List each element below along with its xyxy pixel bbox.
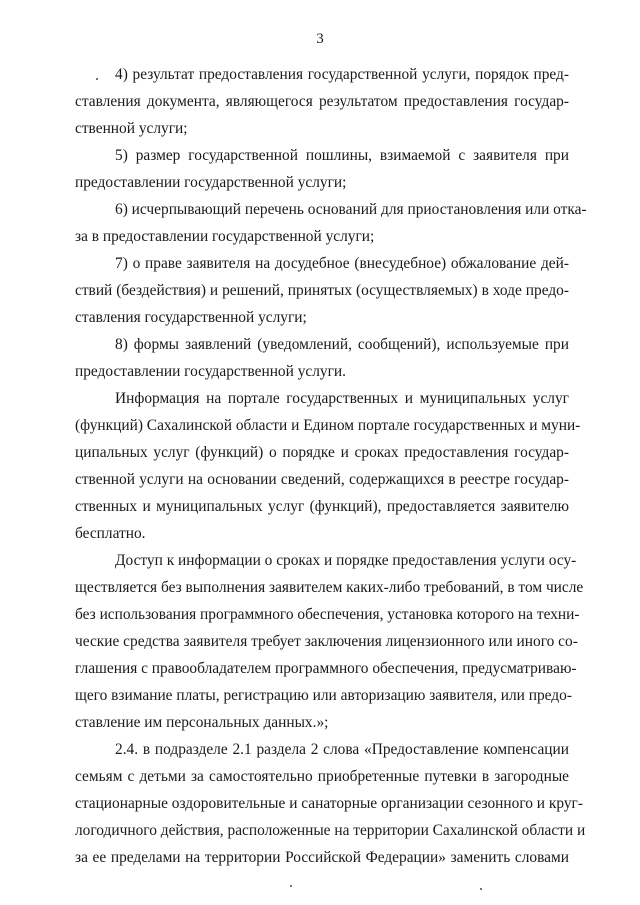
text-line: логодичного действия, расположенные на территории Сахалинской области и [75,822,586,839]
text-line: ственной услуги на основании сведений, содержащихся в реестре государ- [75,471,569,488]
text-line: предоставлении государственной услуги; [75,174,347,191]
text-line: ставления государственной услуги; [75,309,307,326]
scan-speck [96,78,98,80]
text-line: глашения с правообладателем программного обеспечения, предусматриваю- [75,660,577,677]
text-line: предоставлении государственной услуги. [75,363,347,380]
text-line: ческие средства заявителя требует заключения лицензионного или иного со- [75,633,578,650]
text-line: ставления документа, являющегося результатом предоставления государ- [75,93,569,110]
text-line: (функций) Сахалинской области и Едином портале государственных и муни- [75,417,581,434]
text-line: ственных и муниципальных услуг (функций), предоставляется заявителю [75,498,569,515]
text-line: за в предоставлении государственной услуги; [75,228,375,245]
text-line: Доступ к информации о сроках и порядке предоставления услуги осу- [115,552,577,569]
text-line: щего взимание платы, регистрацию или авторизацию заявителя, или предо- [75,687,572,704]
text-line: ществляется без выполнения заявителем каких-либо требований, в том числе [75,579,584,596]
text-line: Информация на портале государственных и муниципальных услуг [115,390,569,407]
text-line: семьям с детьми за самостоятельно приобретенные путевки в загородные [75,768,569,785]
text-line: 2.4. в подразделе 2.1 раздела 2 слова «Предоставление компенсации [115,741,569,758]
text-line: ставление им персональных данных.»; [75,714,329,731]
text-line: 8) формы заявлений (уведомлений, сообщений), используемые при [115,336,569,353]
text-line: ципальных услуг (функций) о порядке и сроках предоставления государ- [75,444,569,461]
text-line: ствий (бездействия) и решений, принятых (осуществляемых) в ходе предо- [75,282,569,299]
text-line: 4) результат предоставления государственной услуги, порядок пред- [115,66,569,83]
scan-speck [290,885,292,887]
text-line: бесплатно. [75,525,146,542]
text-line: 6) исчерпывающий перечень оснований для приостановления или отка- [115,201,587,218]
text-line: без использования программного обеспечения, установка которого на техни- [75,606,580,623]
text-line: ственной услуги; [75,120,188,137]
text-line: 7) о праве заявителя на досудебное (внесудебное) обжалование дей- [115,255,569,272]
scan-speck [480,888,482,890]
text-line: 5) размер государственной пошлины, взимаемой с заявителя при [115,147,569,164]
text-line: стационарные оздоровительные и санаторные организации сезонного и круг- [75,795,583,812]
page-number: 3 [316,31,324,47]
text-line: за ее пределами на территории Российской Федерации» заменить словами [75,849,569,866]
